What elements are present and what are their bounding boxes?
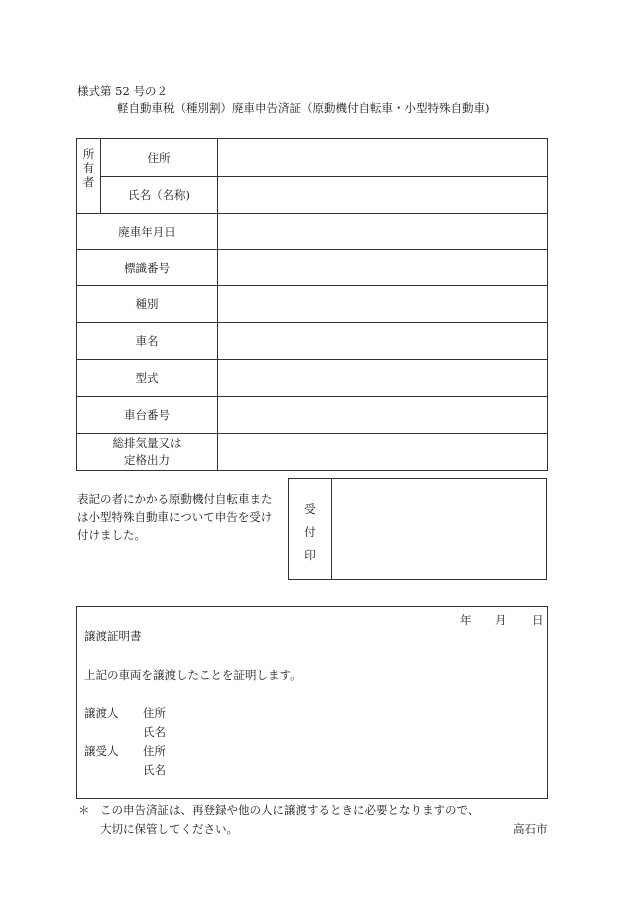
displacement-label: 総排気量又は 定格出力 <box>77 434 218 471</box>
date-day-label: 日 <box>532 613 544 627</box>
displacement-value[interactable] <box>218 434 548 471</box>
table-row <box>77 286 548 323</box>
vehicle-type-label: 種別 <box>77 286 218 323</box>
stamp-char-seal: 印 <box>304 548 316 562</box>
chassis-number-value[interactable] <box>218 397 548 434</box>
vehicle-info-table <box>76 138 548 471</box>
disposal-date-value[interactable] <box>218 214 548 250</box>
owner-group-label: 所 有 者 <box>77 139 101 214</box>
note-line-2: 大切に保管してください。 <box>100 822 238 836</box>
transferee-label: 譲受人 <box>84 744 119 758</box>
form-number: 様式第 52 号の２ <box>77 84 168 98</box>
transferor-name-label: 氏名 <box>143 725 166 739</box>
issuer-name: 高石市 <box>513 822 548 836</box>
transferor-address-label: 住所 <box>143 706 166 720</box>
owner-address-row <box>77 139 548 177</box>
chassis-number-label: 車台番号 <box>77 397 218 434</box>
acceptance-statement: 表記の者にかかる原動機付自転車また は小型特殊自動車について申告を受け 付けました。 <box>77 492 273 542</box>
note-mark: ＊ <box>78 803 90 817</box>
vehicle-name-value[interactable] <box>218 323 548 360</box>
name-value[interactable] <box>218 177 548 214</box>
table-row <box>77 250 548 286</box>
vehicle-type-value[interactable] <box>218 286 548 323</box>
transferee-address-label: 住所 <box>143 744 166 758</box>
receipt-stamp-box <box>288 478 547 580</box>
date-year-label: 年 <box>460 613 472 627</box>
model-label: 型式 <box>77 360 218 397</box>
transfer-certificate-box <box>76 606 548 799</box>
transfer-heading: 譲渡証明書 <box>84 629 142 643</box>
disposal-date-label: 廃車年月日 <box>77 214 218 250</box>
stamp-char-receive: 受 <box>304 502 316 516</box>
table-row <box>77 397 548 434</box>
table-row <box>77 323 548 360</box>
plate-number-label: 標識番号 <box>77 250 218 286</box>
plate-number-value[interactable] <box>218 250 548 286</box>
table-row <box>77 360 548 397</box>
table-row <box>77 214 548 250</box>
model-value[interactable] <box>218 360 548 397</box>
transfer-statement: 上記の車両を譲渡したことを証明します。 <box>84 668 302 682</box>
transferor-label: 譲渡人 <box>84 706 119 720</box>
owner-name-row <box>77 177 548 214</box>
note-line-1: この申告済証は、再登録や他の人に譲渡するときに必要となりますので、 <box>100 803 480 817</box>
name-label: 氏名（名称) <box>101 177 218 214</box>
date-month-label: 月 <box>495 613 507 627</box>
table-row <box>77 434 548 471</box>
vehicle-name-label: 車名 <box>77 323 218 360</box>
transferee-name-label: 氏名 <box>143 763 166 777</box>
address-value[interactable] <box>218 139 548 177</box>
address-label: 住所 <box>101 139 218 177</box>
stamp-divider <box>331 479 332 579</box>
document-title: 軽自動車税（種別割）廃車申告済証（原動機付自転車・小型特殊自動車) <box>117 101 490 115</box>
stamp-char-attach: 付 <box>304 525 316 539</box>
